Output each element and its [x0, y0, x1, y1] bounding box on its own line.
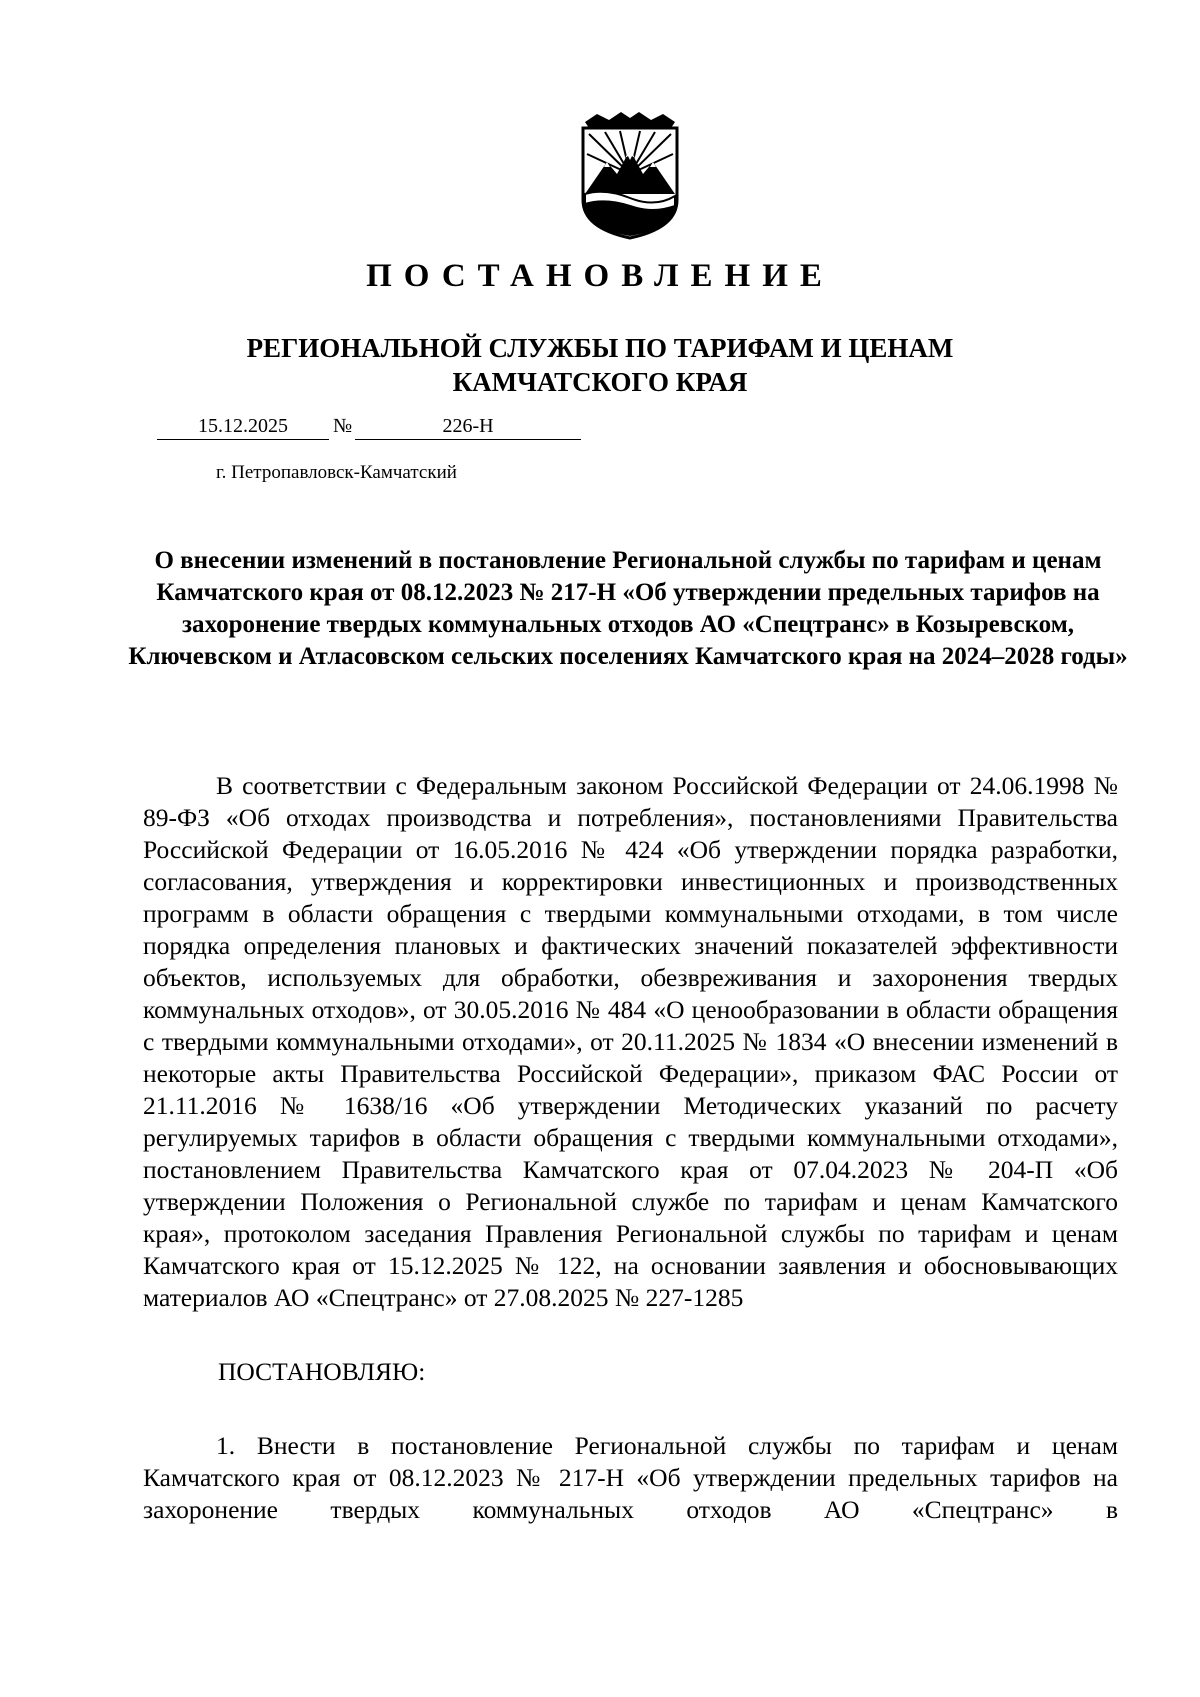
decree-word: ПОСТАНОВЛЯЮ:	[218, 1357, 426, 1386]
kamchatka-coat-of-arms-icon	[575, 110, 685, 240]
document-date: 15.12.2025	[157, 413, 329, 440]
document-body	[143, 770, 1118, 1526]
city-of-issue: г. Петропавловск-Камчатский	[216, 462, 457, 483]
item-1-paragraph: 1. Внести в постановление Региональной службы по тарифам и ценам Камчатского края от 08.12.2023 № 217-Н «Об утверждении предельных тарифов на захоронение твердых коммунальных отходов АО «Спецтранс» в	[143, 1431, 1118, 1524]
document-number: 226-Н	[355, 413, 581, 440]
document-kind-heading: ПОСТАНОВЛЕНИЕ	[366, 258, 834, 294]
authority-line-2: КАМЧАТСКОГО КРАЯ	[452, 367, 748, 397]
number-sign: №	[333, 415, 353, 437]
issuing-authority	[0, 331, 1200, 399]
authority-line-1: РЕГИОНАЛЬНОЙ СЛУЖБЫ ПО ТАРИФАМ И ЦЕНАМ	[246, 333, 954, 363]
document-title: О внесении изменений в постановление Региональной службы по тарифам и ценам Камчатского края от 08.12.2023 № 217-Н «Об утверждении предельных тарифов на захоронение твердых коммунальных отходов АО «Спецтранс» в Козыревском, Ключевском и Атласовском сельских поселениях Камчатского края на 2024–2028 годы»	[128, 547, 1128, 670]
preamble-paragraph: В соответствии с Федеральным законом Российской Федерации от 24.06.1998 № 89-ФЗ «Об отходах производства и потребления», постановлениями Правительства Российской Федерации от 16.05.2016 № 424 «Об утверждении порядка разработки, согласования, утверждения и корректировки инвестиционных и производственных программ в области обращения с твердыми коммунальными отходами, в том числе порядка определения плановых и фактических значений показателей эффективности объектов, используемых для обработки, обезвреживания и захоронения твердых коммунальных отходов», от 30.05.2016 № 484 «О ценообразовании в области обращения с твердыми коммунальными отходами», от 20.11.2025 № 1834 «О внесении изменений в некоторые акты Правительства Российской Федерации», приказом ФАС России от 21.11.2016 № 1638/16 «Об утверждении Методических указаний по расчету регулируемых тарифов в области обращения с твердыми коммунальными отходами», постановлением Правительства Камчатского края от 07.04.2023 № 204-П «Об утверждении Положения о Региональной службе по тарифам и ценам Камчатского края», протоколом заседания Правления Региональной службы по тарифам и ценам Камчатского края от 15.12.2025 № 122, на основании заявления и обосновывающих материалов АО «Спецтранс» от 27.08.2025 № 227-1285	[143, 771, 1118, 1312]
